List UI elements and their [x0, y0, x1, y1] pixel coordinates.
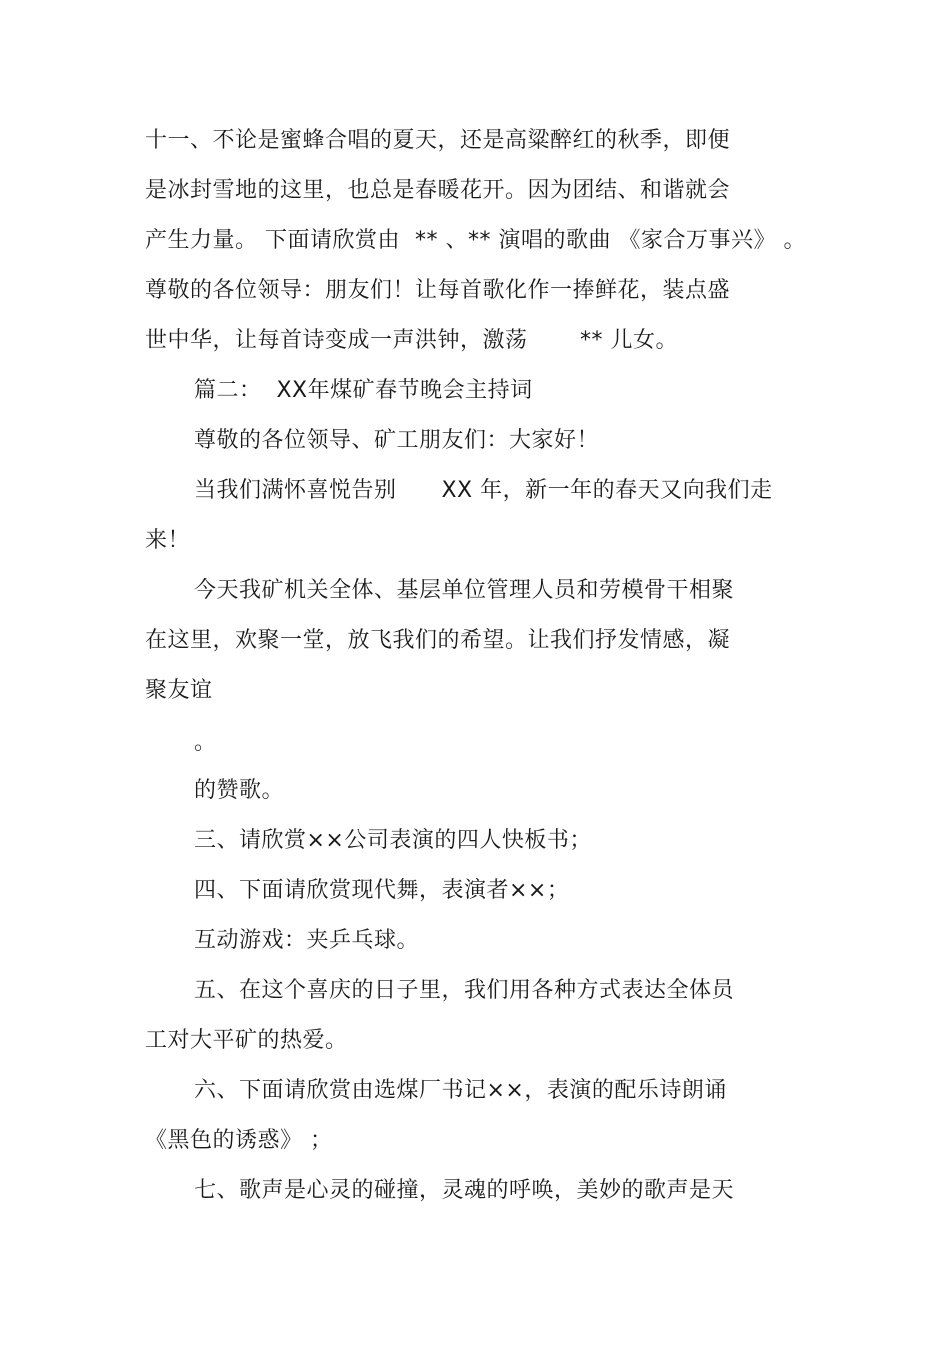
text-line: 六、下面请欣赏由选煤厂书记××，表演的配乐诗朗诵 [194, 1078, 727, 1103]
text-line: 三、请欣赏××公司表演的四人快板书； [194, 828, 592, 853]
text-line: 来！ [145, 528, 191, 553]
text-line: 七、歌声是心灵的碰撞，灵魂的呼唤，美妙的歌声是天 [194, 1178, 735, 1203]
text-line: 今天我矿机关全体、基层单位管理人员和劳模骨干相聚 [194, 578, 735, 603]
text-line: 尊敬的各位领导：朋友们！让每首歌化作一捧鲜花，装点盛 [145, 278, 731, 303]
text-line: 《黑色的诱惑》 ； [145, 1128, 333, 1153]
text-line: 互动游戏：夹乒乓球。 [194, 928, 420, 953]
text-line: 产生力量。 下面请欣赏由 ** 、** 演唱的歌曲 《家合万事兴》 。 [145, 228, 806, 253]
text-line: 的赞歌。 [194, 778, 285, 803]
text-line: 工对大平矿的热爱。 [145, 1028, 348, 1053]
text-line: 尊敬的各位领导、矿工朋友们：大家好！ [194, 428, 600, 453]
text-line: 十一、不论是蜜蜂合唱的夏天，还是高粱醉红的秋季，即便 [145, 128, 731, 153]
text-line: 五、在这个喜庆的日子里，我们用各种方式表达全体员 [194, 978, 735, 1003]
text-line: 聚友谊 [145, 678, 213, 703]
text-line: 。 [194, 730, 217, 755]
section-heading: 篇二： XX年煤矿春节晚会主持词 [194, 378, 533, 403]
text-line: 当我们满怀喜悦告别 XX 年，新一年的春天又向我们走 [194, 478, 773, 503]
text-line: 在这里，欢聚一堂，放飞我们的希望。让我们抒发情感，凝 [145, 628, 731, 653]
text-line: 是冰封雪地的这里，也总是春暖花开。因为团结、和谐就会 [145, 178, 731, 203]
text-line: 四、下面请欣赏现代舞，表演者××； [194, 878, 570, 903]
text-line: 世中华，让每首诗变成一声洪钟，激荡 ** 儿女。 [145, 328, 678, 353]
